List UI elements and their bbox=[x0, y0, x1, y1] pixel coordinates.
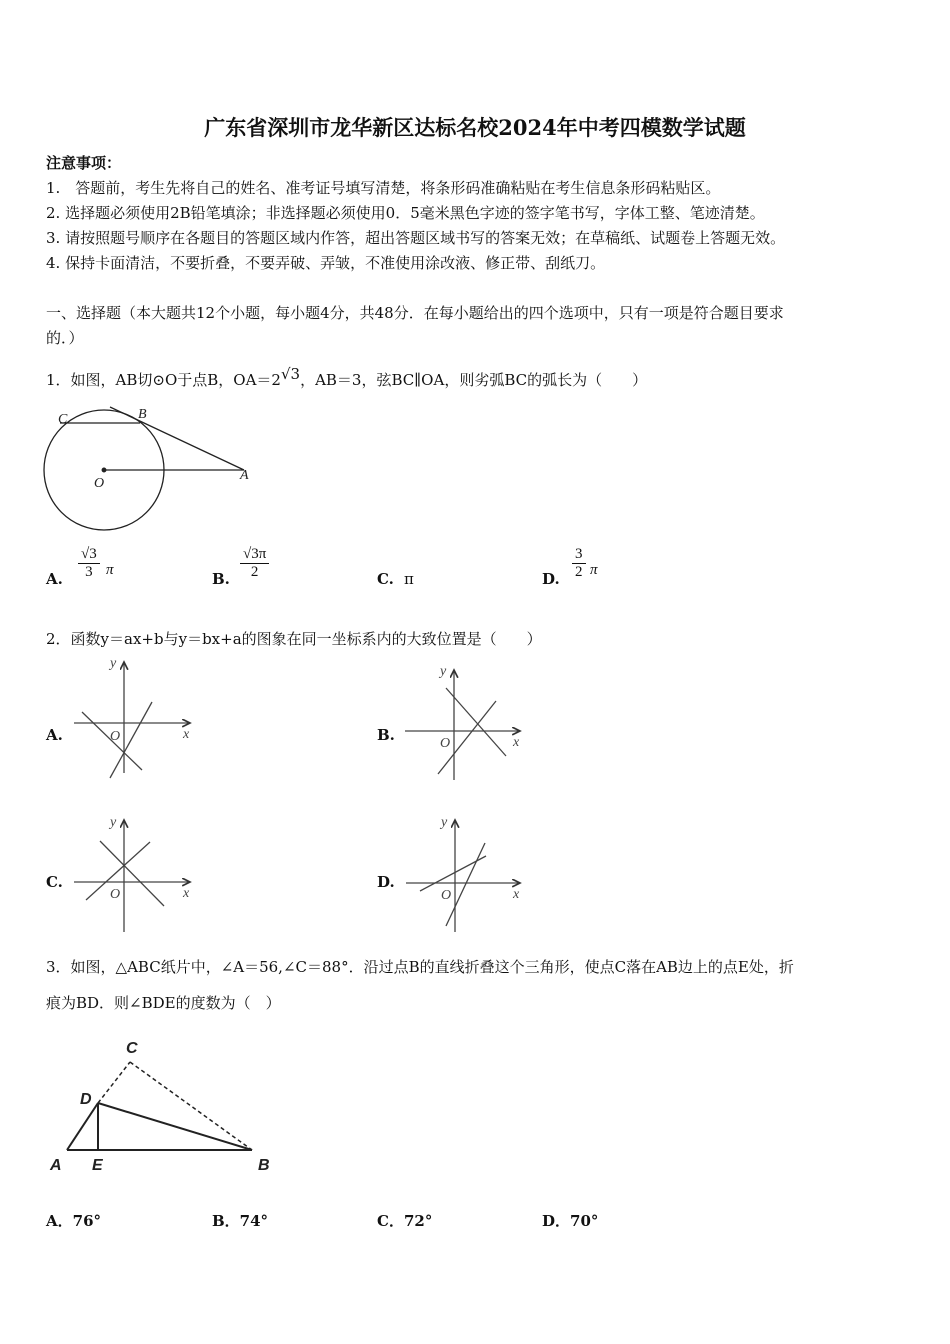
q3-option-d: D．70° bbox=[542, 1212, 599, 1230]
y-axis-label: y bbox=[441, 815, 448, 830]
label-b: B bbox=[258, 1157, 270, 1174]
label-e: E bbox=[92, 1157, 103, 1174]
q3-option-a: A．76° bbox=[46, 1212, 102, 1230]
pi-symbol: π bbox=[590, 562, 598, 578]
numerator: 3 bbox=[572, 546, 586, 564]
section-heading: 一、选择题（本大题共12个小题，每小题4分，共48分．在每小题给出的四个选项中，只有一项是符合题目要求 bbox=[46, 304, 784, 322]
q2-graph-d bbox=[406, 815, 520, 932]
notice-heading: 注意事项： bbox=[46, 154, 122, 172]
q2-graph-b bbox=[405, 664, 520, 780]
q2-option-a-label: A. bbox=[46, 726, 63, 744]
notice-item: 3. 请按照题号顺序在各题目的答题区域内作答，超出答题区域书写的答案无效；在草稿纸、试题卷上答题无效。 bbox=[46, 229, 786, 247]
q1-option-b-label: B. bbox=[212, 570, 230, 588]
question-3-text-cont: 痕为BD．则∠BDE的度数为（ ） bbox=[46, 994, 281, 1012]
q2-option-d-label: D. bbox=[377, 873, 395, 891]
dashed-dc bbox=[98, 1062, 130, 1103]
y-axis-label: y bbox=[110, 815, 117, 830]
q2-option-c-label: C. bbox=[46, 873, 63, 891]
denominator: 3 bbox=[85, 564, 93, 580]
q3-triangle-figure bbox=[49, 1040, 270, 1174]
q1-sqrt: √3 bbox=[280, 365, 301, 383]
x-axis-label: x bbox=[183, 886, 190, 901]
pi-symbol: π bbox=[106, 562, 114, 578]
numerator: √3π bbox=[240, 546, 269, 564]
origin-label: O bbox=[441, 888, 452, 903]
tangent-ab bbox=[110, 407, 244, 470]
dashed-cb bbox=[130, 1062, 252, 1150]
origin-label: O bbox=[440, 736, 451, 751]
y-axis-label: y bbox=[110, 656, 117, 671]
page-title: 广东省深圳市龙华新区达标名校2024年中考四模数学试题 bbox=[204, 115, 746, 140]
q2-graph-a bbox=[74, 656, 190, 778]
origin-label: O bbox=[110, 887, 121, 902]
q1-option-a-label: A. bbox=[46, 570, 63, 588]
q1-circle-figure bbox=[44, 407, 249, 530]
notice-item: 4. 保持卡面清洁，不要折叠，不要弄破、弄皱，不准使用涂改液、修正带、刮纸刀。 bbox=[46, 254, 606, 272]
numerator: √3 bbox=[78, 546, 100, 564]
center-point bbox=[102, 468, 106, 472]
section-heading-cont: 的．） bbox=[46, 329, 84, 347]
notice-item: 1. 答题前，考生先将自己的姓名、准考证号填写清楚，将条形码准确粘贴在考生信息条形码粘贴区。 bbox=[46, 179, 721, 197]
notice-item: 2. 选择题必须使用2B铅笔填涂；非选择题必须使用0．5毫米黑色字迹的签字笔书写，字体工整、笔迹清楚。 bbox=[46, 204, 765, 222]
origin-label: O bbox=[110, 729, 121, 744]
x-axis-label: x bbox=[183, 727, 190, 742]
label-b: B bbox=[138, 407, 147, 422]
x-axis-label: x bbox=[513, 735, 520, 750]
denominator: 2 bbox=[250, 564, 259, 580]
side-ad bbox=[67, 1103, 98, 1150]
question-2-text: 2．函数y＝ax+b与y＝bx+a的图象在同一坐标系内的大致位置是（ ） bbox=[46, 630, 542, 648]
label-c: C bbox=[58, 412, 68, 427]
question-3-text: 3．如图，△ABC纸片中，∠A＝56,∠C＝88°．沿过点B的直线折叠这个三角形，使点C落在AB边上的点E处，折 bbox=[46, 958, 794, 976]
q3-option-b: B．74° bbox=[212, 1212, 269, 1230]
q3-option-c: C．72° bbox=[377, 1212, 433, 1230]
x-axis-label: x bbox=[513, 887, 520, 902]
q1-option-d-label: D. bbox=[542, 570, 560, 588]
q1-option-c-label: C. bbox=[377, 570, 394, 588]
denominator: 2 bbox=[575, 564, 583, 580]
q2-graph-c bbox=[74, 815, 190, 932]
q1-option-c-value: π bbox=[404, 570, 414, 588]
q1-text-a: 1．如图，AB切⊙O于点B，OA＝2 bbox=[46, 371, 281, 389]
label-d: D bbox=[80, 1091, 92, 1108]
label-c: C bbox=[126, 1040, 138, 1057]
label-a: A bbox=[50, 1157, 62, 1174]
label-o: O bbox=[94, 476, 105, 491]
y-axis-label: y bbox=[440, 664, 447, 679]
q2-option-b-label: B. bbox=[377, 726, 395, 744]
q1-text-b: ，AB＝3，弦BC∥OA，则劣弧BC的弧长为（ ） bbox=[300, 371, 648, 389]
label-a: A bbox=[240, 468, 249, 483]
fold-bd bbox=[98, 1103, 252, 1150]
